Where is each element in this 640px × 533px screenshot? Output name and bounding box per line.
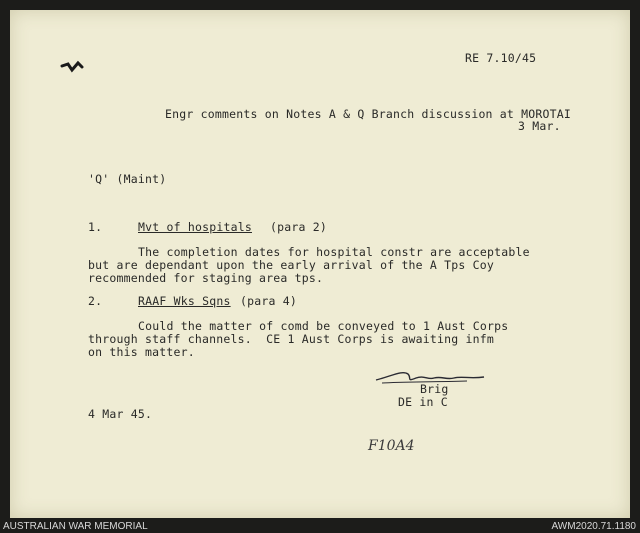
document-date: 4 Mar 45.: [88, 407, 153, 421]
document-addressee: 'Q' (Maint): [88, 172, 167, 186]
item-text-line: The completion dates for hospital constr are acceptable: [138, 245, 530, 259]
item-text-line: through staff channels. CE 1 Aust Corps is awaiting infm: [88, 332, 495, 346]
footer-accession-number: AWM2020.71.1180: [551, 521, 636, 532]
item-para-ref: (para 2): [270, 220, 327, 234]
footer-bar: [0, 520, 640, 533]
document-subject: Engr comments on Notes A & Q Branch discussion at MOROTAI: [165, 107, 572, 121]
document-reference: RE 7.10/45: [465, 51, 537, 65]
item-para-ref: (para 4): [240, 294, 297, 308]
signature-rank: Brig: [420, 382, 449, 396]
item-text-line: but are dependant upon the early arrival of the A Tps Coy: [88, 258, 495, 272]
signature-title: DE in C: [398, 395, 448, 409]
item-heading: Mvt of hospitals: [138, 220, 252, 234]
handwritten-annotation: F10A4: [368, 438, 415, 454]
item-text-line: recommended for staging area tps.: [88, 271, 324, 285]
document-page: [10, 10, 630, 518]
item-heading: RAAF Wks Sqns: [138, 294, 231, 308]
document-subject-date: 3 Mar.: [518, 119, 561, 133]
ink-mark-icon: [58, 58, 88, 78]
item-text-line: on this matter.: [88, 345, 195, 359]
item-text-line: Could the matter of comd be conveyed to 1 Aust Corps: [138, 319, 509, 333]
footer-source: AUSTRALIAN WAR MEMORIAL: [3, 521, 148, 532]
item-number: 1.: [88, 220, 103, 234]
item-number: 2.: [88, 294, 103, 308]
